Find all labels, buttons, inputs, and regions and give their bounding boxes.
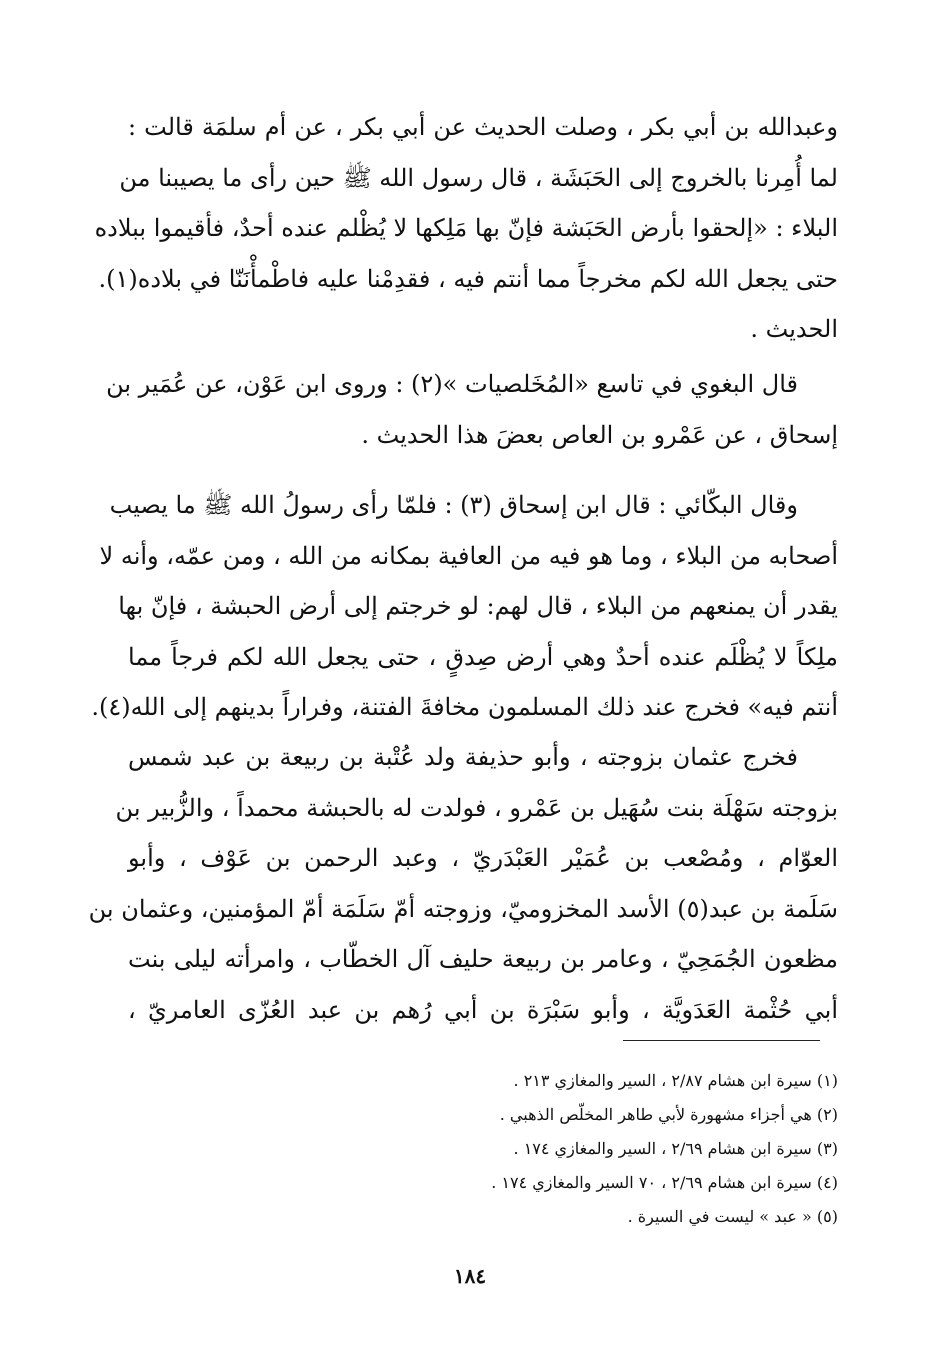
footnote-1: (١) سيرة ابن هشام ٢/٨٧ ، السير والمغازي ٢١٣ . — [513, 1071, 838, 1090]
text-line: حتى يجعل الله لكم مخرجاً مما أنتم فيه ، فقدِمْنا عليه فاطْمأْنَنّا في بلاده(١). — [98, 264, 838, 293]
footnote-2: (٢) هي أجزاء مشهورة لأبي طاهر المخلّص الذهبي . — [499, 1105, 838, 1124]
text-line: وقال البكّائي : قال ابن إسحاق (٣) : فلمّا رأى رسولُ الله ﷺ ما يصيب — [109, 491, 798, 519]
text-line: بزوجته سَهْلَة بنت سُهَيل بن عَمْرو ، فولدت له بالحبشة محمداً ، والزُّبير بن — [115, 793, 838, 822]
text-line: أصحابه من البلاء ، وما هو فيه من العافية بمكانه من الله ، ومن عمّه، وأنه لا — [99, 541, 838, 570]
text-line: الحديث . — [750, 315, 838, 343]
text-line: فخرج عثمان بزوجته ، وأبو حذيفة ولد عُتْبة بن ربيعة بن عبد شمس — [128, 743, 798, 771]
text-line: سَلَمة بن عبد(٥) الأسد المخزوميّ، وزوجته أمّ سَلَمَة أمّ المؤمنين، وعثمان بن — [88, 894, 838, 923]
text-line: أنتم فيه» فخرج عند ذلك المسلمون مخافةَ الفتنة، وفراراً بدينهم إلى الله(٤). — [91, 693, 838, 721]
page-number: ١٨٤ — [453, 1264, 487, 1288]
text-line: قال البغوي في تاسع «المُخَلصيات »(٢) : وروى ابن عَوْن، عن عُمَير بن — [106, 370, 798, 398]
text-line: العوّام ، ومُصْعب بن عُمَيْر العَبْدَريّ ، وعبد الرحمن بن عَوْف ، وأبو — [128, 844, 838, 872]
footnote-3: (٣) سيرة ابن هشام ٢/٦٩ ، السير والمغازي ١٧٤ . — [513, 1139, 838, 1158]
footnote-4: (٤) سيرة ابن هشام ٢/٦٩ ، ٧٠ السير والمغازي ١٧٤ . — [491, 1173, 838, 1192]
paragraph-4 — [88, 732, 838, 1035]
paragraph-3 — [91, 480, 838, 733]
text-line: ملِكاً لا يُظْلَم عنده أحدٌ وهي أرض صِدقٍ ، حتى يجعل الله لكم فرجاً مما — [128, 642, 838, 671]
footnotes — [200, 1064, 838, 1234]
text-line: مظعون الجُمَحِيّ ، وعامر بن ربيعة حليف آل الخطّاب ، وامرأته ليلى بنت — [128, 945, 838, 973]
text-line: البلاء : «إلحقوا بأرض الحَبَشة فإنّ بها مَلِكها لا يُظْلم عنده أحدٌ، فأقيموا ببلاده — [94, 214, 838, 242]
paragraph-1 — [94, 102, 838, 355]
text-line: يقدر أن يمنعهم من البلاء ، قال لهم: لو خرجتم إلى أرض الحبشة ، فإنّ بها — [118, 592, 838, 620]
text-line: لما أُمِرنا بالخروج إلى الحَبَشَة ، قال رسول الله ﷺ حين رأى ما يصيبنا من — [119, 163, 838, 192]
text-line: أبي حُثْمة العَدَويَّة ، وأبو سَبْرَة بن أبي رُهم بن عبد العُزّى العامريّ ، — [128, 995, 838, 1024]
text-line: وعبدالله بن أبي بكر ، وصلت الحديث عن أبي بكر ، عن أم سلمَة قالت : — [128, 113, 838, 141]
footnote-separator — [623, 1040, 820, 1041]
text-line: إسحاق ، عن عَمْرو بن العاص بعضَ هذا الحديث . — [361, 420, 838, 449]
paragraph-2 — [106, 359, 838, 460]
footnote-5: (٥) « عبد » ليست في السيرة . — [627, 1207, 838, 1226]
